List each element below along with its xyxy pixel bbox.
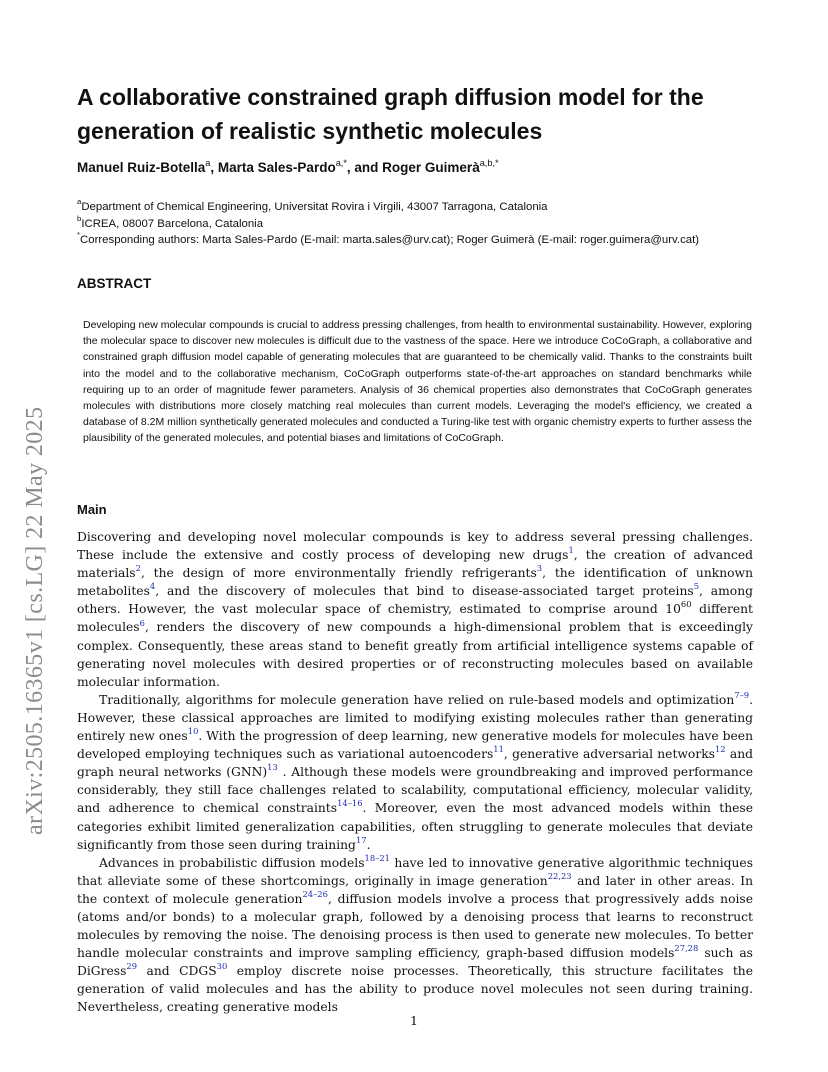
citation-link[interactable]: 13 (267, 762, 278, 773)
affiliation-text: Department of Chemical Engineering, Universitat Rovira i Virgili, 43007 Tarragona, Catalonia (81, 201, 548, 213)
author-name: Manuel Ruiz-Botella (77, 160, 206, 175)
text-run: Traditionally, algorithms for molecule generation have relied on rule-based models and optimization (99, 692, 735, 707)
body-paragraph (77, 528, 753, 691)
author-affiliation-mark: a,* (335, 157, 347, 168)
citation-link[interactable]: 3 (536, 563, 543, 574)
text-run: and CDGS (137, 964, 217, 979)
body-paragraph (77, 691, 753, 854)
text-run: Discovering and developing novel molecular compounds is key to address several pressing challenges. These include the extensive and costly process of developing new drugs (77, 530, 753, 563)
abstract-heading: ABSTRACT (77, 276, 152, 291)
text-run: , and the discovery of molecules that bind to disease-associated target proteins (155, 584, 694, 599)
text-run: and later in other areas. In the context of molecule generation (77, 873, 753, 906)
affiliation-mark: b (77, 213, 82, 223)
citation-link[interactable]: 22,23 (547, 870, 572, 881)
citation-link[interactable]: 1 (568, 545, 574, 556)
citation-link[interactable]: 18–21 (364, 852, 391, 863)
author-separator: , (210, 160, 218, 175)
text-run: . With the progression of deep learning, new generative models for molecules have been developed employing techniques such as variational autoencoders (77, 729, 754, 762)
author-separator: , and (346, 160, 383, 175)
arxiv-identifier: arXiv:2505.16365v1 [cs.LG] 22 May 2025 (22, 406, 48, 835)
author-affiliation-mark: a (205, 157, 211, 168)
paper-title: A collaborative constrained graph diffusion model for the generation of realistic synthetic molecules (77, 84, 704, 144)
text-run: . Although these models were groundbreaking and improved performance considerably, they still face challenges related to scalability, computational efficiency, molecular validity, and adherence to chemical constraints (77, 765, 753, 816)
citation-link[interactable]: 30 (216, 961, 228, 972)
author-name: Marta Sales-Pardo (217, 160, 336, 175)
text-run: , among others. However, the vast molecular space of chemistry, estimated to comprise around 10 (77, 584, 753, 617)
affiliation-line (77, 199, 699, 216)
text-run: . Moreover, even the most advanced models within these categories exhibit limited generalization capabilities, often struggling to generate molecules that deviate significantly from those seen during training (77, 801, 753, 852)
text-run: , the creation of advanced materials (77, 548, 753, 581)
text-run: , generative adversarial networks (503, 747, 715, 762)
author-name: Roger Guimerà (382, 160, 480, 175)
citation-link[interactable]: 2 (135, 563, 141, 574)
affiliation-list (77, 199, 699, 249)
citation-link[interactable]: 12 (714, 744, 726, 755)
text-run: Advances in probabilistic diffusion models (99, 855, 365, 870)
citation-link[interactable]: 14–16 (337, 798, 363, 809)
affiliation-line (77, 213, 699, 233)
exponent: 60 (680, 599, 692, 610)
text-run: , renders the discovery of new compounds a high-dimensional problem that is exceedingly complex. Consequently, these areas stand to benefit greatly from artificial intelligence systems capable of generating novel molecules with desired properties or of reconstructing molecules based on available molecular information. (77, 620, 753, 689)
citation-link[interactable]: 10 (187, 726, 199, 737)
citation-link[interactable]: 6 (139, 617, 145, 628)
main-section-heading: Main (77, 502, 107, 517)
text-run: . However, these classical approaches are limited to modifying existing molecules rather than generating entirely new ones (77, 692, 753, 744)
text-run: , the design of more environmentally friendly refrigerants (140, 566, 537, 581)
text-run: and graph neural networks (GNN) (77, 747, 753, 780)
text-run: have led to innovative generative algorithmic techniques that alleviate some of these shortcomings, originally in image generation (77, 855, 754, 888)
affiliation-text: Corresponding authors: Marta Sales-Pardo (E-mail: marta.sales@urv.cat); Roger Guimerà (E-mail: roger.guimera@urv.cat) (80, 234, 700, 246)
citation-link[interactable]: 11 (493, 744, 504, 755)
citation-link[interactable]: 17 (355, 834, 367, 845)
affiliation-mark: * (77, 230, 81, 240)
author-list (77, 157, 499, 175)
text-run: , the identification of unknown metabolites (77, 566, 753, 599)
citation-link[interactable]: 5 (693, 581, 700, 592)
text-run: different molecules (77, 602, 753, 635)
citation-link[interactable]: 7–9 (734, 689, 750, 700)
text-run: employ discrete noise processes. Theoretically, this structure facilitates the generation of valid molecules and has the ability to produce novel molecules not seen during training. Nevertheless, creating generative models (77, 964, 753, 1015)
citation-link[interactable]: 27,28 (674, 943, 699, 954)
citation-link[interactable]: 29 (126, 961, 138, 972)
affiliation-mark: a (77, 197, 82, 207)
body-paragraph (77, 854, 753, 1017)
text-run: . (366, 837, 371, 852)
main-body-text (77, 528, 753, 1017)
author-affiliation-mark: a,b,* (479, 157, 499, 168)
page-number: 1 (410, 1013, 418, 1028)
abstract-text: Developing new molecular compounds is crucial to address pressing challenges, from health to environmental sustainability. However, exploring the molecular space to discover new molecules is difficult due to the vastness of the space. Here we introduce CoCoGraph, a collaborative and constrained graph diffusion model capable of generating molecules that are guaranteed to be chemically valid. Thanks to the constraints built into the model and to the collaborative mechanism, CoCoGraph outperforms state-of-the-art approaches on standard benchmarks while requiring up to an order of magnitude fewer parameters. Analysis of 36 chemical properties also demonstrates that CoCoGraph generates molecules with distributions more closely matching real molecules than current models. Leveraging the model's efficiency, we created a database of 8.2M million synthetically generated molecules and conducted a Turing-like test with organic chemistry experts to further assess the plausibility of the generated molecules, and potential biases and limitations of CoCoGraph. (83, 319, 752, 445)
text-run: such as DiGress (77, 946, 753, 979)
citation-link[interactable]: 4 (149, 581, 156, 592)
citation-link[interactable]: 24–26 (302, 888, 328, 899)
affiliation-line (77, 232, 699, 249)
text-run: , diffusion models involve a process that progressively adds noise (atoms and/or bonds) to a molecular graph, followed by a denoising process that learns to reconstruct molecules by removing the noise. The denoising process is then used to generate new molecules. To better handle molecular constraints and improve sampling efficiency, graph-based diffusion models (77, 891, 754, 961)
affiliation-text: ICREA, 08007 Barcelona, Catalonia (81, 217, 264, 230)
